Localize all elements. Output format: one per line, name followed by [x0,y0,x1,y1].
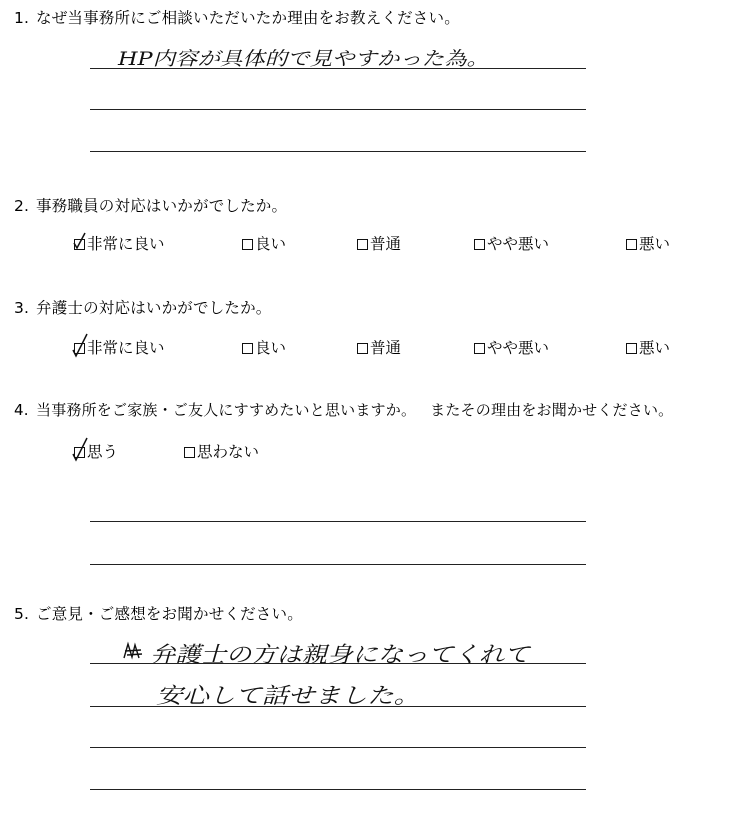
checkbox[interactable] [74,343,85,354]
answer-line [90,151,586,152]
option-good[interactable] [242,234,286,254]
question-text: ご意見・ご感想をお聞かせください。 [36,605,303,623]
checkbox[interactable] [74,239,85,250]
question-number: 4. [14,401,29,419]
checkbox[interactable] [474,239,485,250]
question-text: 当事務所をご家族・ご友人にすすめたいと思いますか。 [36,401,417,419]
option-yes[interactable] [74,442,118,462]
checkbox[interactable] [242,343,253,354]
option-bad[interactable] [626,234,670,254]
option-label: 良い [255,339,287,357]
checkbox[interactable] [626,343,637,354]
question-number: 5. [14,605,30,623]
option-label: 良い [255,235,287,253]
checkbox[interactable] [184,447,195,458]
checkbox[interactable] [626,239,637,250]
answer-line [90,663,586,664]
check-mark-icon [72,438,88,462]
option-label: 非常に良い [87,235,165,253]
question-text: 事務職員の対応はいかがでしたか。 [36,197,288,215]
option-label: 悪い [639,235,671,253]
scribble-icon [122,640,144,662]
question-1 [14,8,460,28]
option-label: やや悪い [487,339,550,357]
option-good[interactable] [242,338,286,358]
question-4 [14,400,673,420]
option-somewhat-bad[interactable] [474,234,549,254]
question-text: なぜ当事務所にご相談いただいたか理由をお教えください。 [36,9,460,27]
checkbox[interactable] [242,239,253,250]
question-text: 弁護士の対応はいかがでしたか。 [36,299,272,317]
option-normal[interactable] [357,234,401,254]
question-number: 3. [14,299,30,317]
answer-line [90,789,586,790]
check-mark-icon [72,230,86,250]
checkbox[interactable] [474,343,485,354]
option-normal[interactable] [357,338,401,358]
checkbox[interactable] [357,239,368,250]
question-number: 1. [14,9,30,27]
answer-line [90,564,586,565]
option-label: 悪い [639,339,671,357]
option-very-good[interactable] [74,234,165,254]
question-2 [14,196,287,216]
answer-line [90,68,586,69]
option-label: 普通 [370,339,402,357]
checkbox[interactable] [357,343,368,354]
option-label: 非常に良い [87,339,165,357]
option-somewhat-bad[interactable] [474,338,549,358]
option-bad[interactable] [626,338,670,358]
question-number: 2. [14,197,30,215]
option-very-good[interactable] [74,338,165,358]
answer-line [90,706,586,707]
option-label: 思わない [197,443,260,461]
handwritten-answer: HP内容が具体的で見やすかった為。 [118,48,489,70]
question-text-extra: またその理由をお聞かせください。 [430,401,674,419]
answer-line [90,521,586,522]
option-label: 思う [87,443,119,461]
handwritten-answer: 弁護士の方は親身になってくれて [150,643,530,668]
check-mark-icon [72,334,88,358]
option-no[interactable] [184,442,259,462]
option-label: 普通 [370,235,402,253]
answer-line [90,109,586,110]
question-5 [14,604,303,624]
option-label: やや悪い [487,235,550,253]
question-3 [14,298,272,318]
checkbox[interactable] [74,447,85,458]
handwritten-answer: 安心して話せました。 [156,684,421,709]
answer-line [90,747,586,748]
